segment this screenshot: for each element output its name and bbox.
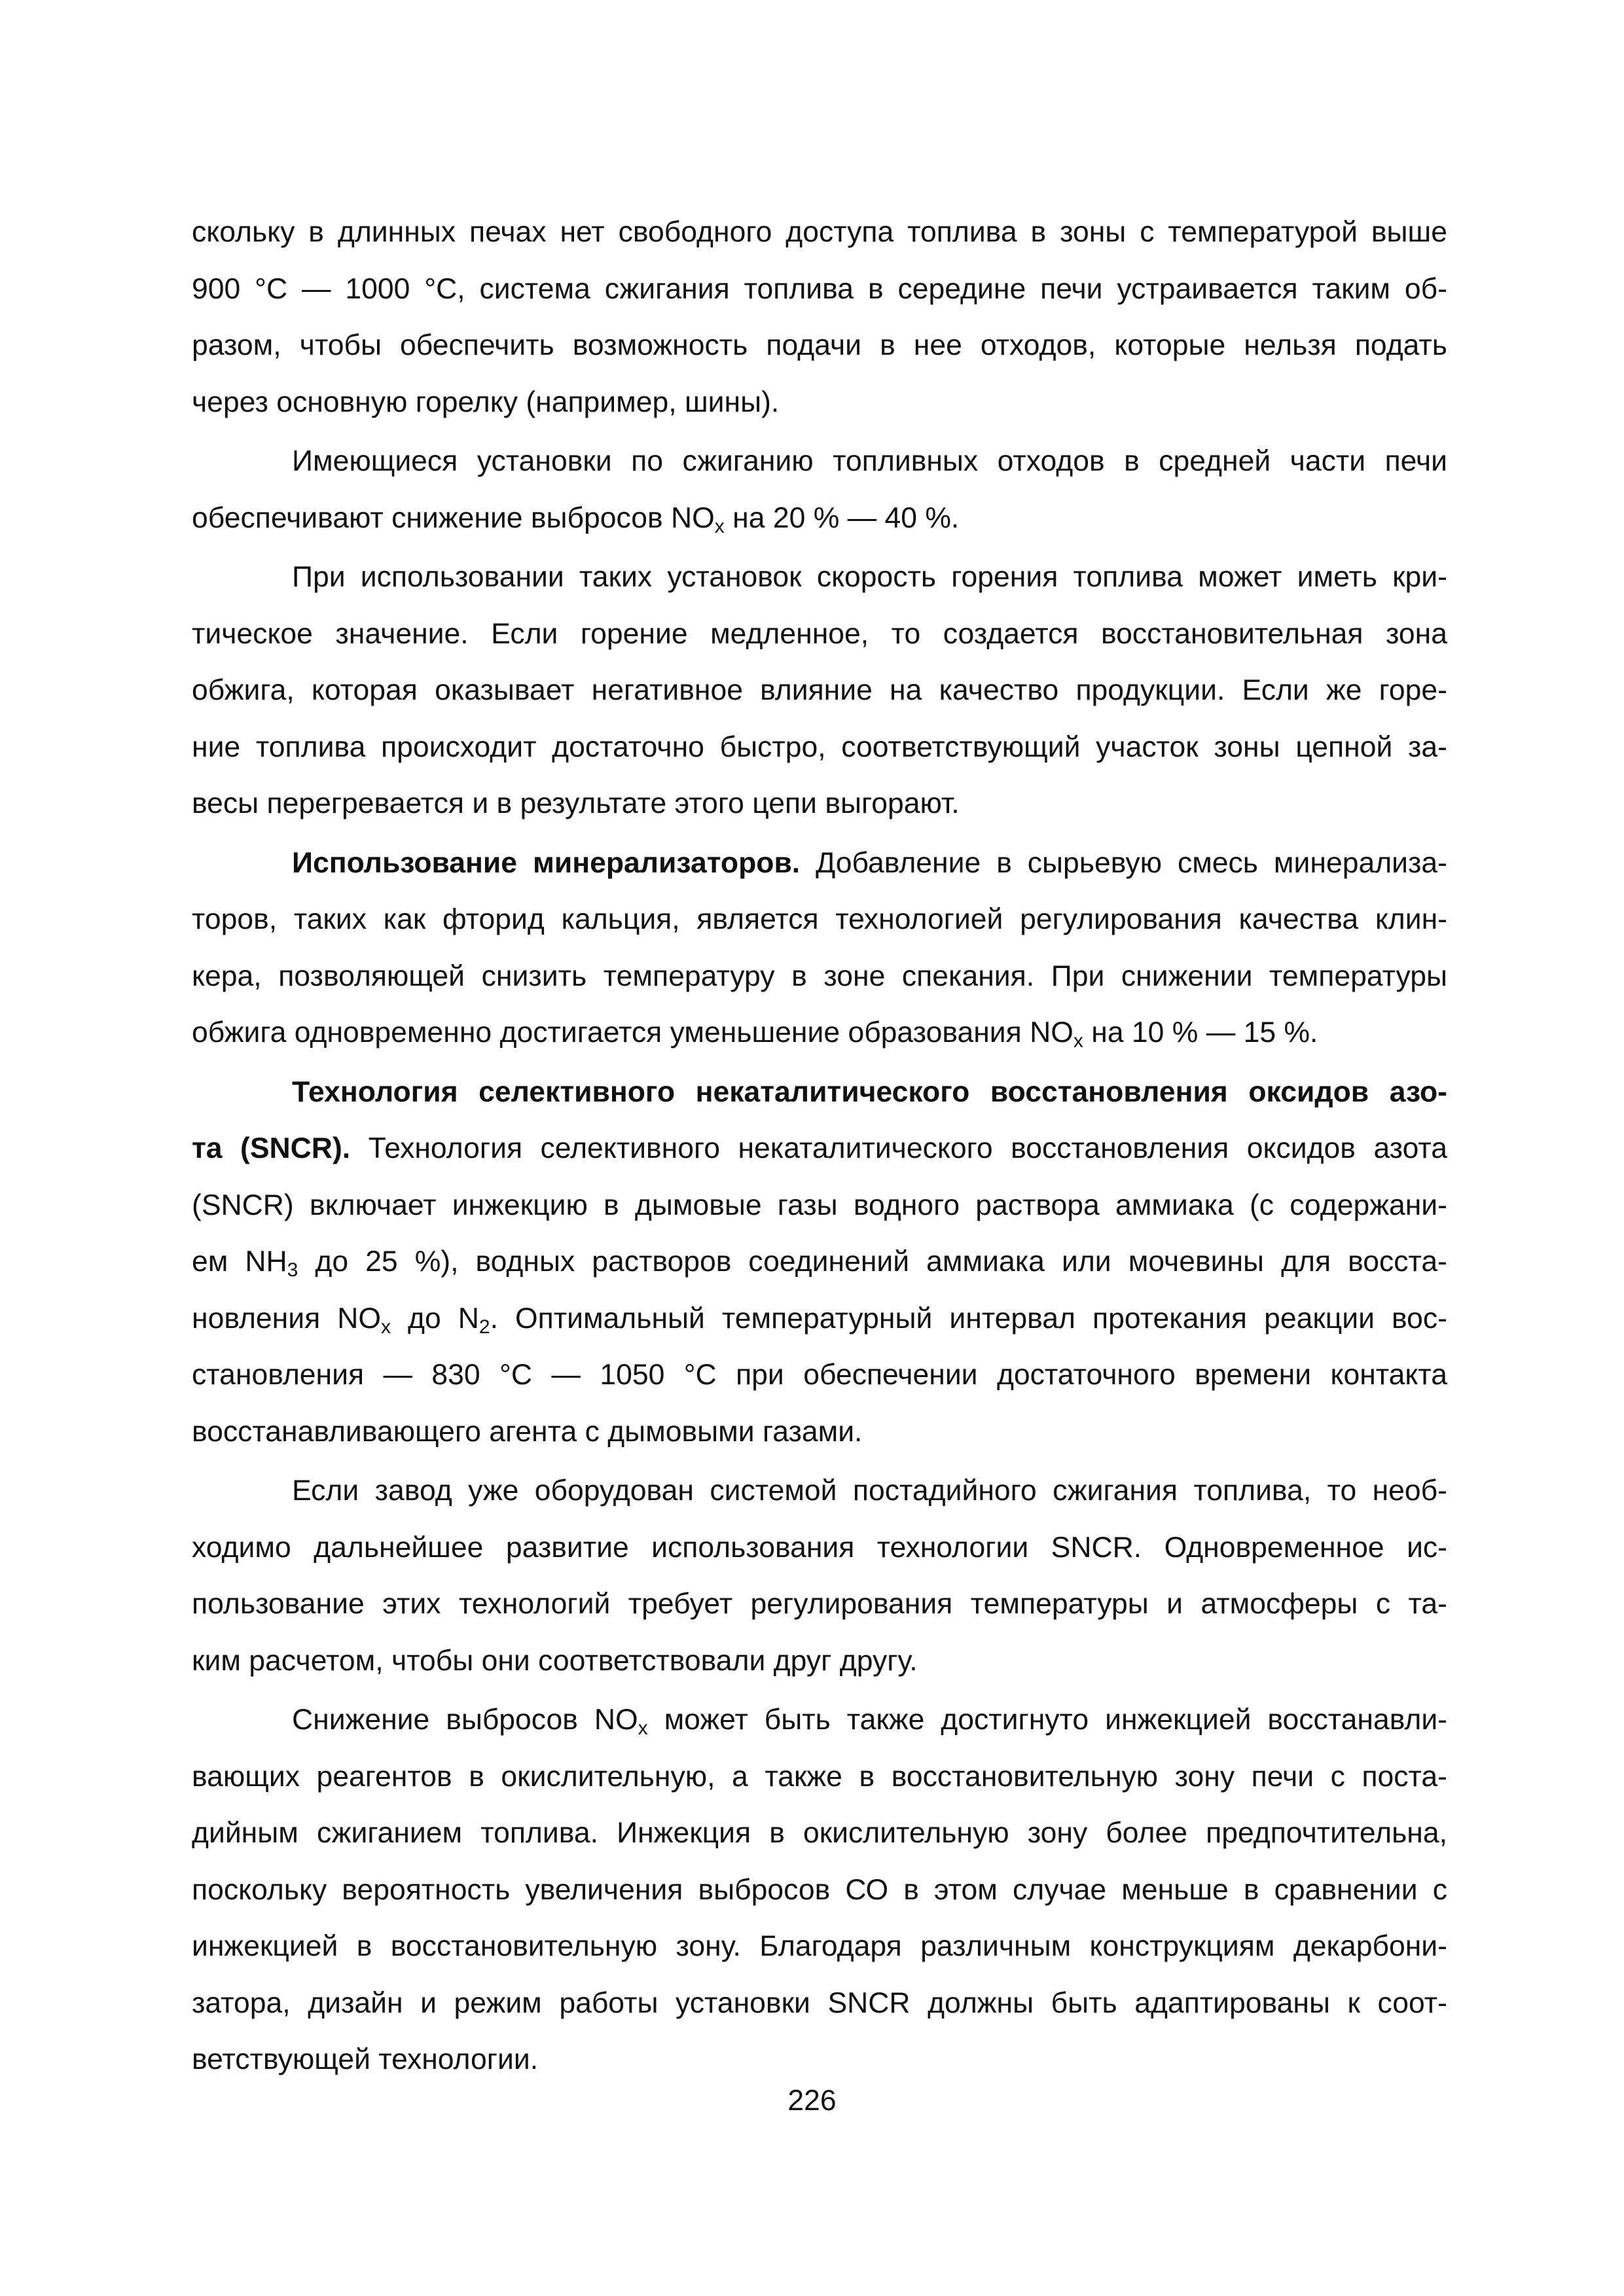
subscript: 2 [478,1316,490,1338]
text-run: на 20 % — 40 %. [724,501,960,534]
text-line: весы перегревается и в результате этого цепи выгорают. [192,787,960,819]
text-line [192,1692,1447,1749]
subscript: x [1073,1030,1083,1052]
page-body [192,204,1447,2091]
text-line: Если завод уже оборудован системой постадийного сжигания топлива, то необ- [292,1475,1447,1507]
text-line [192,1005,1447,1062]
bold-heading: та (SNCR). [192,1132,351,1164]
text-line [192,490,1447,547]
text-line [192,1121,1447,1177]
text-run: на 10 % — 15 %. [1083,1016,1318,1049]
text-line: кера, позволяющей снизить температуру в зоне спекания. При снижении температуры [192,960,1447,992]
subscript: x [714,515,725,537]
text-run: ем NH [192,1246,287,1278]
text-line: обжига, которая оказывает негативное влияние на качество продукции. Если же горе- [192,674,1447,706]
text-line [192,835,1447,892]
text-line: скольку в длинных печах нет свободного доступа топлива в зоны с температурой выше [192,216,1447,248]
text-line: ким расчетом, чтобы они соответствовали друг другу. [192,1644,918,1677]
text-run: может быть также достигнуто инжекцией восстанавли- [647,1704,1448,1736]
text-run: Добавление в сырьевую смесь минерализа- [800,846,1447,879]
text-line: ние топлива происходит достаточно быстро, соответствующий участок зоны цепной за- [192,730,1447,763]
paragraph-3 [192,549,1447,833]
bold-heading: Технология селективного некаталитического восстановления оксидов азо- [292,1075,1447,1108]
text-run: . Оптимальный температурный интервал протекания реакции вос- [490,1302,1447,1335]
paragraph-4 [192,835,1447,1062]
text-line: торов, таких как фторид кальция, является технологией регулирования качества клин- [192,903,1447,935]
text-run: Технология селективного некаталитического восстановления оксидов азота [350,1132,1447,1164]
text-line: через основную горелку (например, шины). [192,386,780,418]
text-line: ходимо дальнейшее развитие использования технологии SNCR. Одновременное ис- [192,1531,1447,1564]
paragraph-5 [192,1064,1447,1461]
paragraph-1 [192,204,1447,431]
text-line: разом, чтобы обеспечить возможность подачи в нее отходов, которые нельзя подать [192,329,1447,361]
text-run: Снижение выбросов NO [292,1704,638,1736]
text-run: до N [390,1302,479,1335]
text-line [192,1291,1447,1348]
text-run: обжига одновременно достигается уменьшение образования NO [192,1016,1074,1049]
paragraph-7 [192,1692,1447,2089]
text-line: 900 °С — 1000 °С, система сжигания топлива в середине печи устраивается таким об- [192,272,1447,305]
text-line [192,1234,1447,1291]
text-line: восстанавливающего агента с дымовыми газами. [192,1415,863,1448]
text-run: обеспечивают снижение выбросов NO [192,501,715,534]
text-line: затора, дизайн и режим работы установки SNCR должны быть адаптированы к соот- [192,1986,1447,2019]
text-line: вающих реагентов в окислительную, а также в восстановительную зону печи с поста- [192,1760,1447,1793]
text-line: При использовании таких установок скорость горения топлива может иметь кри- [292,561,1447,593]
subscript: x [638,1717,648,1739]
text-line: инжекцией в восстановительную зону. Благодаря различным конструкциям декарбони- [192,1930,1447,1962]
subscript: x [380,1316,391,1338]
paragraph-6 [192,1463,1447,1689]
paragraph-2 [192,433,1447,547]
subscript: 3 [287,1259,298,1281]
text-run: новления NO [192,1302,381,1335]
text-line: ветствующей технологии. [192,2043,539,2075]
text-line: (SNCR) включает инжекцию в дымовые газы водного раствора аммиака (с содержани- [192,1189,1447,1221]
text-line: поскольку вероятность увеличения выбросов СО в этом случае меньше в сравнении с [192,1873,1447,1906]
text-line: становления — 830 °С — 1050 °С при обеспечении достаточного времени контакта [192,1359,1447,1391]
text-line: дийным сжиганием топлива. Инжекция в окислительную зону более предпочтительна, [192,1817,1447,1849]
text-run: до 25 %), водных растворов соединений аммиака или мочевины для восста- [298,1246,1448,1278]
page-number: 226 [787,2085,837,2117]
text-line: тическое значение. Если горение медленное, то создается восстановительная зона [192,617,1447,650]
bold-heading: Использование минерализаторов. [292,846,801,879]
text-line: пользование этих технологий требует регулирования температуры и атмосферы с та- [192,1588,1447,1620]
text-line: Имеющиеся установки по сжиганию топливных отходов в средней части печи [292,445,1447,477]
